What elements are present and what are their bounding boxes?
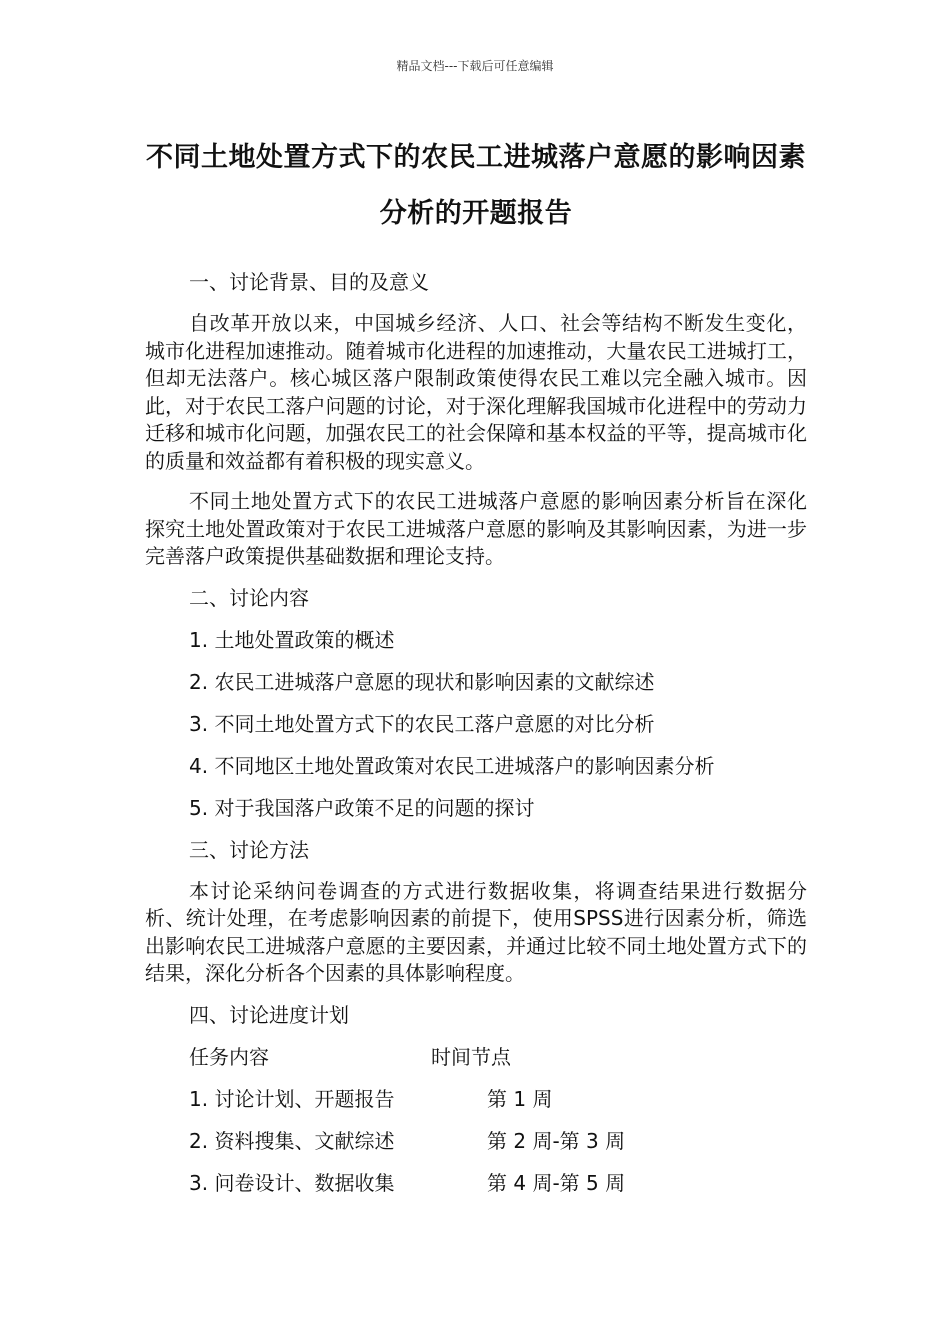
- section-heading-content: 二、讨论内容: [189, 585, 309, 610]
- list-item: 4. 不同地区土地处置政策对农民工进城落户的影响因素分析: [189, 753, 715, 778]
- schedule-row: [145, 1085, 807, 1113]
- section-heading-schedule: 四、讨论进度计划: [189, 1002, 349, 1027]
- page-header: 精品文档---下载后可任意编辑: [396, 59, 554, 73]
- schedule-col-time: 时间节点: [431, 1044, 511, 1069]
- schedule-row: [145, 1127, 807, 1155]
- schedule-time: 第 2 周-第 3 周: [487, 1128, 626, 1153]
- paragraph-method: 本讨论采纳问卷调查的方式进行数据收集，将调查结果进行数据分析、统计处理，在考虑影响因素的前提下，使用SPSS进行因素分析，筛选出影响农民工进城落户意愿的主要因素，并通过比较不同土地处置方式下的结果，深化分析各个因素的具体影响程度。: [145, 878, 807, 985]
- list-item: 2. 农民工进城落户意愿的现状和影响因素的文献综述: [189, 669, 655, 694]
- document-body: [145, 268, 807, 1211]
- schedule-col-task: 任务内容: [189, 1044, 269, 1069]
- paragraph-background: 自改革开放以来，中国城乡经济、人口、社会等结构不断发生变化，城市化进程加速推动。随着城市化进程的加速推动，大量农民工进城打工，但却无法落户。核心城区落户限制政策使得农民工难以完全融入城市。因此，对于农民工落户问题的讨论，对于深化理解我国城市化进程中的劳动力迁移和城市化问题，加强农民工的社会保障和基本权益的平等，提高城市化的质量和效益都有着积极的现实意义。: [145, 311, 807, 473]
- schedule-task: 1. 讨论计划、开题报告: [189, 1086, 395, 1111]
- schedule-task: 3. 问卷设计、数据收集: [189, 1170, 395, 1195]
- schedule-time: 第 1 周: [487, 1086, 553, 1111]
- section-heading-method: 三、讨论方法: [189, 837, 309, 862]
- list-item: 3. 不同土地处置方式下的农民工落户意愿的对比分析: [189, 711, 655, 736]
- section-heading-background: 一、讨论背景、目的及意义: [189, 270, 429, 294]
- schedule-task: 2. 资料搜集、文献综述: [189, 1128, 395, 1153]
- paragraph-purpose: 不同土地处置方式下的农民工进城落户意愿的影响因素分析旨在深化探究土地处置政策对于农民工进城落户意愿的影响及其影响因素，为进一步完善落户政策提供基础数据和理论支持。: [145, 489, 807, 568]
- list-item: 1. 土地处置政策的概述: [189, 627, 395, 652]
- schedule-row: [145, 1169, 807, 1197]
- schedule-header-row: [145, 1043, 807, 1071]
- schedule-time: 第 4 周-第 5 周: [487, 1170, 626, 1195]
- document-title: 不同土地处置方式下的农民工进城落户意愿的影响因素分析的开题报告: [146, 142, 806, 229]
- list-item: 5. 对于我国落户政策不足的问题的探讨: [189, 795, 535, 820]
